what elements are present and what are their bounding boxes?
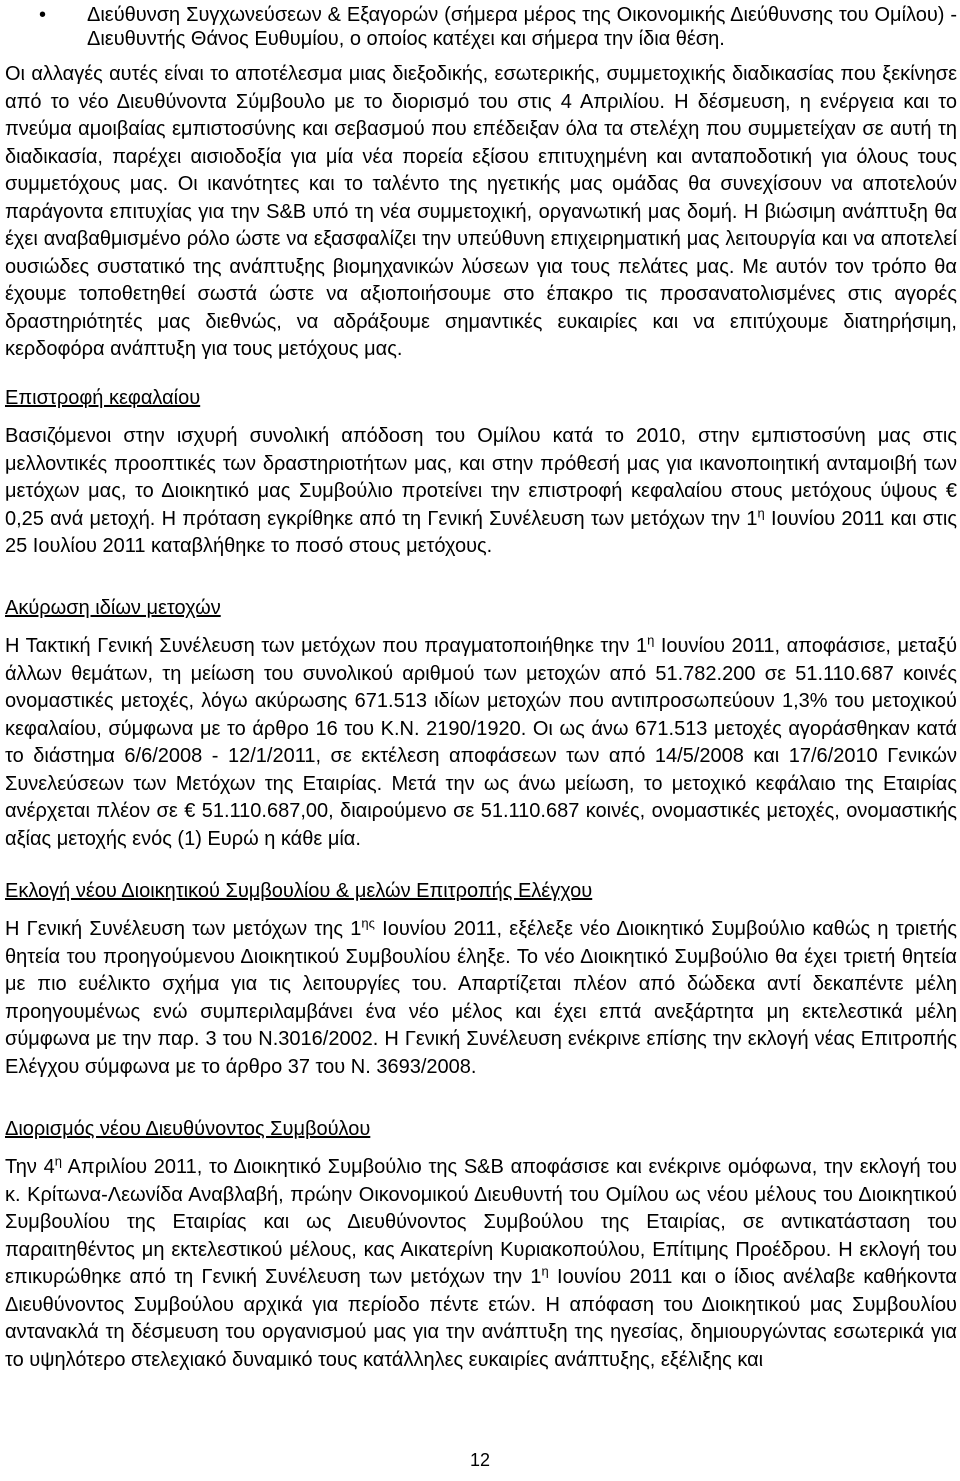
section-heading-board-election: Εκλογή νέου Διοικητικού Συμβουλίου & μελών Επιτροπής Ελέγχου bbox=[5, 880, 593, 902]
ordinal-superscript: η bbox=[54, 1153, 62, 1169]
section-body-share-cancellation bbox=[5, 633, 957, 853]
section-body-capital-return bbox=[5, 423, 957, 561]
paragraph-text: Ιουνίου 2011 και στις 25 Ιουλίου 2011 καταβλήθηκε το ποσό στους μετόχους. bbox=[5, 507, 957, 557]
section-body-board-election bbox=[5, 916, 957, 1081]
paragraph-text: Ιουνίου 2011, εξέλεξε νέο Διοικητικό Συμβούλιο καθώς η τριετής θητεία του προηγούμενου Διοικητικού Συμβουλίου έληξε. Το νέο Διοικητικό Συμβούλιο θα έχει τριετή θητεία με πιο ευέλικτο σχήμα για τις λειτουργίες του. Απαρτίζεται πλέον από δώδεκα αντί δεκαπέντε μέλη προηγουμένως ενώ συμπεριλαμβάνει ένα νέο μέλος και έχει επτά ανεξάρτητα μη εκτελεστικά μέλη σύμφωνα με την παρ. 3 του Ν.3016/2002. Η Γενική Συνέλευση ενέκρινε επίσης την εκλογή νέας Επιτροπής Ελέγχου σύμφωνα με το άρθρο 37 του Ν. 3693/2008. bbox=[5, 918, 957, 1078]
bullet-marker: • bbox=[39, 4, 47, 26]
section-heading-share-cancellation: Ακύρωση ιδίων μετοχών bbox=[5, 597, 221, 619]
ordinal-superscript: ης bbox=[361, 915, 375, 931]
ordinal-superscript: η bbox=[647, 632, 655, 648]
paragraph-text: Ιουνίου 2011 και ο ίδιος ανέλαβε καθήκοντα Διευθύνοντος Συμβούλου αρχικά για περίοδο πέντε ετών. Η απόφαση του Διοικητικού μας Συμβουλίου αντανακλά τη δέσμευση του οργανισμού μας για την ανάπτυξη της ηγεσίας, δημιουργώντας εσωτερικά για το υψηλότερο στελεχιακό δυναμικό τους κατάλληλες ευκαιρίες ανάπτυξης, εξέλιξης και bbox=[5, 1266, 957, 1371]
paragraph-text: Η Τακτική Γενική Συνέλευση των μετόχων που πραγματοποιήθηκε την 1 bbox=[5, 635, 648, 657]
bullet-text: Διεύθυνση Συγχωνεύσεων & Εξαγορών (σήμερα μέρος της Οικονομικής Διεύθυνσης του Ομίλου) - Διευθυντής Θάνος Ευθυμίου, ο οποίος κατέχει και σήμερα την ίδια θέση. bbox=[87, 4, 957, 50]
intro-paragraph: Οι αλλαγές αυτές είναι το αποτέλεσμα μιας διεξοδικής, εσωτερικής, συμμετοχικής διαδικασίας που ξεκίνησε από το νέο Διευθύνοντα Σύμβουλο με το διορισμό του στις 4 Απριλίου. Η δέσμευση, η ενέργεια και το πνεύμα αμοιβαίας εμπιστοσύνης και σεβασμού που επέδειξαν όλα τα στελέχη που συμμετείχαν σε αυτή τη διαδικασία, παρέχει αισιοδοξία για μία νέα πορεία εξίσου επιτυχημένη και ανταποδοτική για όλους τους συμμετόχους μας. Οι ικανότητες και το ταλέντο της ηγετικής μας ομάδας θα συνεχίσουν να αποτελούν παράγοντα επιτυχίας για την S&B υπό τη νέα συμμετοχική, οργανωτική μας δομή. Η βιώσιμη ανάπτυξη θα έχει αναβαθμισμένο ρόλο ώστε να εξασφαλίζει την υπεύθυνη επιχειρηματική μας λειτουργία και να αποτελεί ουσιώδες συστατικό της ανάπτυξης βιομηχανικών λύσεων για τους πελάτες μας. Με αυτόν τον τρόπο θα έχουμε τοποθετηθεί σωστά ώστε να αξιοποιήσουμε στο έπακρο τις προσανατολισμένες στις αγορές δραστηριότητές μας διεθνώς, να αδράξουμε σημαντικές ευκαιρίες και να επιτύχουμε διατηρήσιμη, κερδοφόρα ανάπτυξη για τους μετόχους μας. bbox=[5, 63, 957, 360]
section-body-ceo-appointment bbox=[5, 1154, 957, 1374]
section-heading-capital-return: Επιστροφή κεφαλαίου bbox=[5, 387, 201, 409]
bullet-item bbox=[5, 3, 957, 51]
paragraph-text: Την 4 bbox=[5, 1156, 55, 1178]
paragraph-text: Ιουνίου 2011, αποφάσισε, μεταξύ άλλων θεμάτων, τη μείωση του συνολικού αριθμού των μετοχών από 51.782.200 σε 51.110.687 κοινές ονομαστικές μετοχές, λόγω ακύρωσης 671.513 ιδίων μετοχών που αντιπροσωπεύουν 1,3% του μετοχικού κεφαλαίου, σύμφωνα με το άρθρο 16 του Κ.Ν. 2190/1920. Οι ως άνω 671.513 μετοχές αγοράσθηκαν κατά το διάστημα 6/6/2008 - 12/1/2011, σε εκτέλεση αποφάσεων των από 14/5/2008 και 17/6/2010 Γενικών Συνελεύσεων των Μετόχων της Εταιρίας. Μετά την ως άνω μείωση, το μετοχικό κεφάλαιο της Εταιρίας ανέρχεται πλέον σε € 51.110.687,00, διαιρούμενο σε 51.110.687 κοινές, ονομαστικές μετοχές, ονομαστικής αξίας μετοχής ενός (1) Ευρώ η κάθε μία. bbox=[5, 635, 958, 850]
ordinal-superscript: η bbox=[757, 504, 765, 520]
section-heading-ceo-appointment: Διορισμός νέου Διευθύνοντος Συμβούλου bbox=[5, 1118, 371, 1140]
page-number: 12 bbox=[469, 1450, 491, 1470]
paragraph-text: Απριλίου 2011, το Διοικητικό Συμβούλιο της S&B αποφάσισε και ενέκρινε ομόφωνα, την εκλογή του κ. Κρίτωνα-Λεωνίδα Αναβλαβή, πρώην Οικονομικού Διευθυντή του Ομίλου ως νέου μέλους του Διοικητικού Συμβουλίου της Εταιρίας και ως Διευθύνοντος Συμβούλου της Εταιρίας, σε αντικατάσταση του παραιτηθέντος μη εκτελεστικού μέλους, κας Αικατερίνη Κυριακοπούλου, Επίτιμης Προέδρου. Η εκλογή του επικυρώθηκε από τη Γενική Συνέλευση των μετόχων την 1 bbox=[5, 1156, 957, 1288]
paragraph-text: Η Γενική Συνέλευση των μετόχων της 1 bbox=[5, 918, 362, 940]
paragraph-text: Βασιζόμενοι στην ισχυρή συνολική απόδοση του Ομίλου κατά το 2010, στην εμπιστοσύνη μας στις μελλοντικές προοπτικές των δραστηριοτήτων μας, και στην πρόθεσή μας για ικανοποιητική ανταμοιβή των μετόχων μας, το Διοικητικό μας Συμβούλιο προτείνει την επιστροφή κεφαλαίου στους μετόχους ύψους € 0,25 ανά μετοχή. Η πρόταση εγκρίθηκε από τη Γενική Συνέλευση των μετόχων την 1 bbox=[5, 425, 957, 530]
ordinal-superscript: η bbox=[541, 1263, 549, 1279]
